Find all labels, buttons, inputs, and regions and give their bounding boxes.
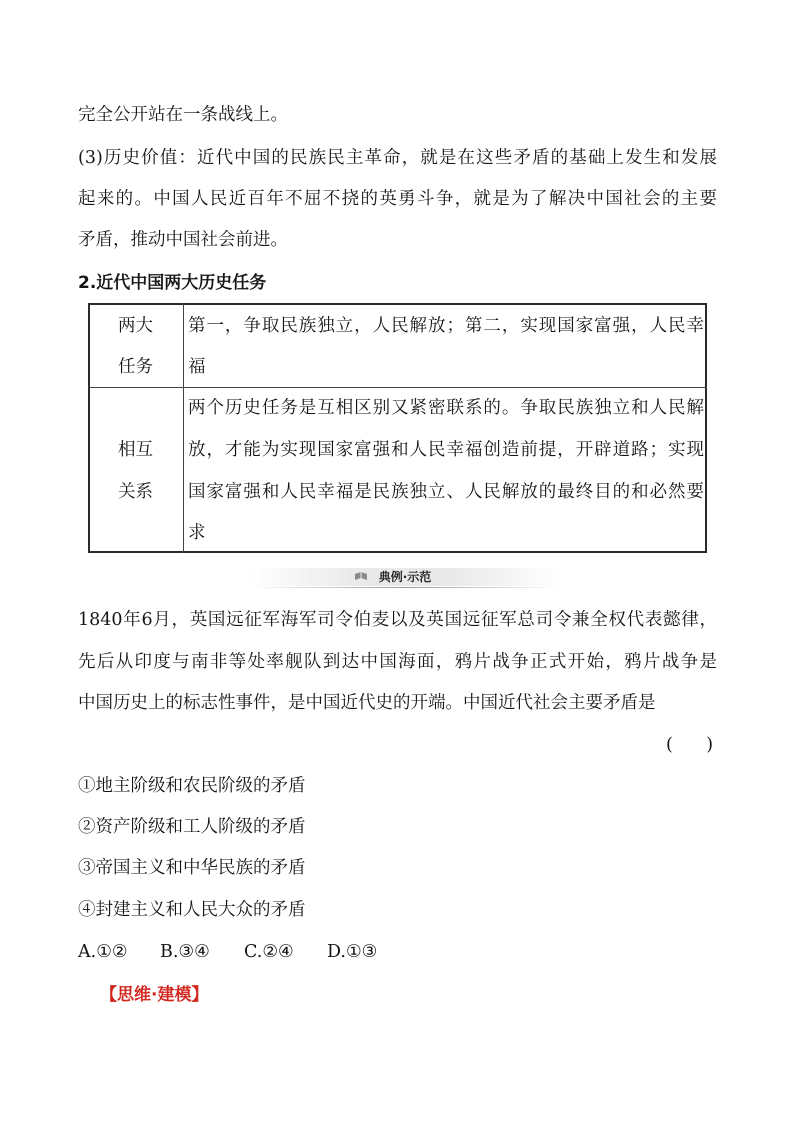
choice-b: B.③④ bbox=[160, 942, 210, 962]
example-banner-title: 典例·示范 bbox=[378, 570, 432, 584]
question-item: ②资产阶级和工人阶级的矛盾 bbox=[78, 817, 306, 837]
section-heading: 2.近代中国两大历史任务 bbox=[78, 273, 267, 293]
table-column-divider bbox=[183, 303, 184, 553]
question-line: 中国历史上的标志性事件，是中国近代史的开端。中国近代社会主要矛盾是 bbox=[78, 693, 656, 713]
question-line: 先后从印度与南非等处率舰队到达中国海面，鸦片战争正式开始，鸦片战争是 bbox=[78, 652, 717, 672]
paragraph-line: (3)历史价值：近代中国的民族民主革命，就是在这些矛盾的基础上发生和发展 bbox=[78, 148, 717, 168]
paragraph-line: 完全公开站在一条战线上。 bbox=[78, 105, 288, 125]
example-banner bbox=[250, 568, 560, 586]
table-row-label: 关系 bbox=[118, 482, 153, 502]
table-cell-line: 第一，争取民族独立，人民解放；第二，实现国家富强，人民幸 bbox=[188, 316, 704, 336]
paragraph-line: 起来的。中国人民近百年不屈不挠的英勇斗争，就是为了解决中国社会的主要 bbox=[78, 189, 717, 209]
choice-d: D.①③ bbox=[327, 942, 378, 962]
table-row-label: 任务 bbox=[118, 357, 153, 377]
thinking-model-label: 【思维·建模】 bbox=[100, 985, 209, 1005]
table-cell-line: 求 bbox=[188, 523, 206, 543]
answer-bracket: ( ) bbox=[666, 735, 714, 755]
choice-c: C.②④ bbox=[244, 942, 294, 962]
table-cell-line: 放，才能为实现国家富强和人民幸福创造前提，开辟道路；实现 bbox=[188, 440, 704, 460]
table-cell-line: 两个历史任务是互相区别又紧密联系的。争取民族独立和人民解 bbox=[188, 398, 704, 418]
table-cell-line: 福 bbox=[188, 357, 206, 377]
tasks-table bbox=[88, 303, 707, 553]
question-item: ③帝国主义和中华民族的矛盾 bbox=[78, 858, 306, 878]
choice-a: A.①② bbox=[78, 942, 128, 962]
table-row-label: 相互 bbox=[118, 440, 153, 460]
table-row-label: 两大 bbox=[118, 316, 153, 336]
table-row-divider bbox=[88, 387, 707, 388]
banner-divider bbox=[250, 587, 560, 588]
question-line: 1840年6月，英国远征军海军司令伯麦以及英国远征军总司令兼全权代表懿律， bbox=[78, 610, 717, 630]
paragraph-line: 矛盾，推动中国社会前进。 bbox=[78, 230, 288, 250]
table-cell-line: 国家富强和人民幸福是民族独立、人民解放的最终目的和必然要 bbox=[188, 482, 704, 502]
question-item: ①地主阶级和农民阶级的矛盾 bbox=[78, 776, 306, 796]
question-item: ④封建主义和人民大众的矛盾 bbox=[78, 900, 306, 920]
